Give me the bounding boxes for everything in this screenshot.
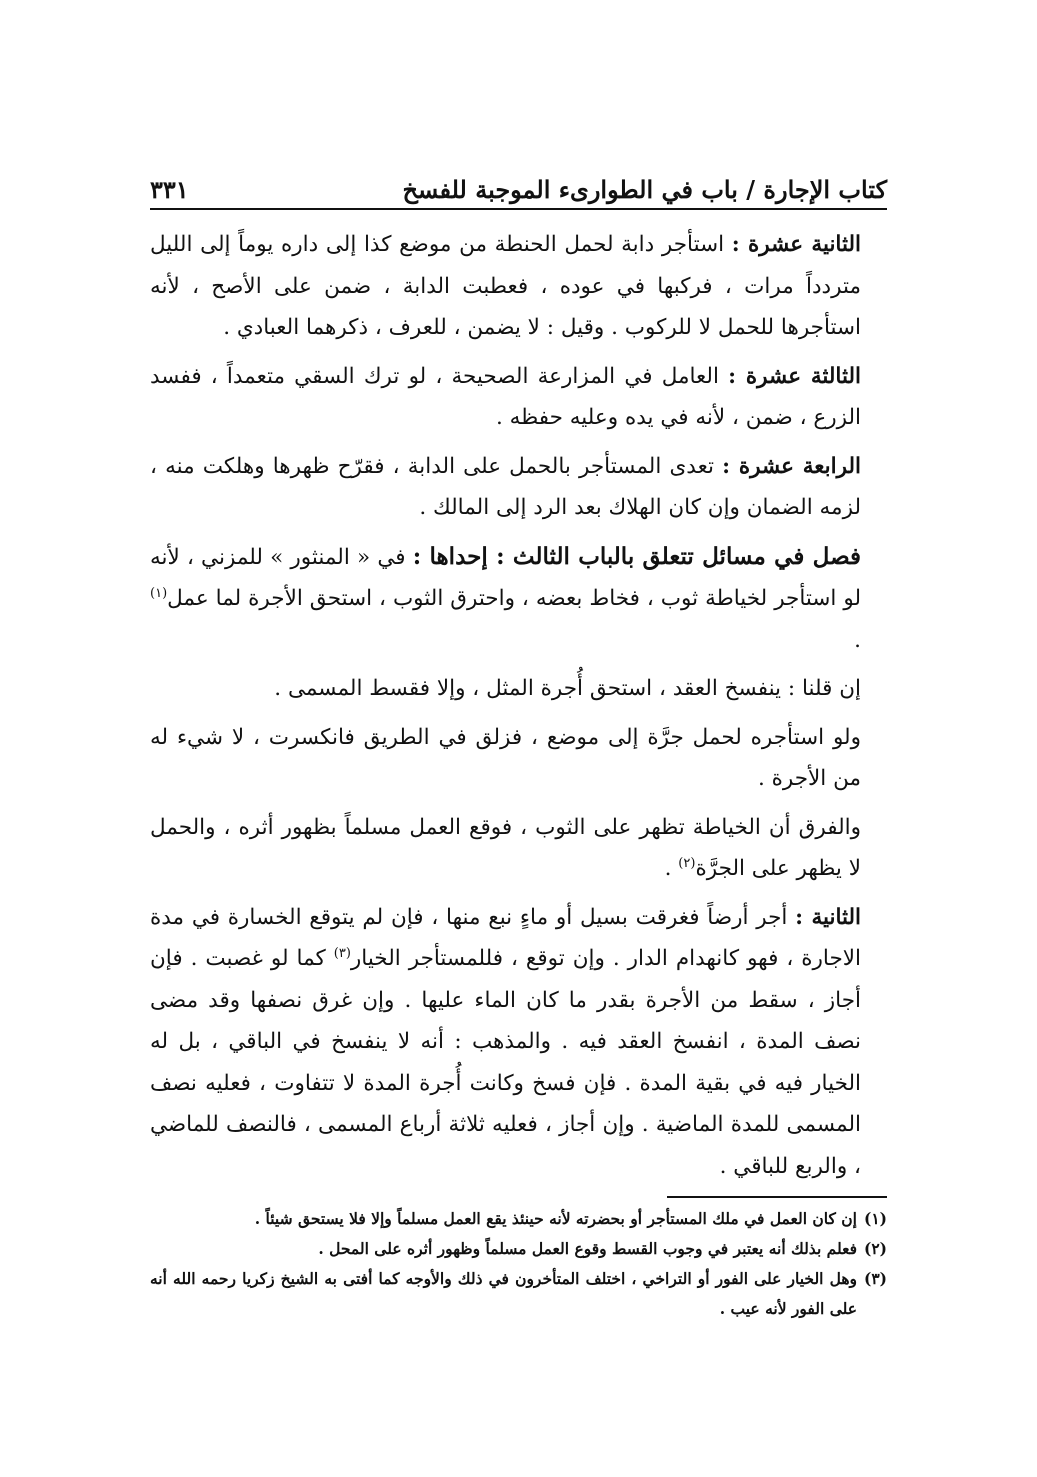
footnote-item (150, 1234, 887, 1264)
paragraph-if-we-say: إن قلنا : ينفسخ العقد ، استحق أُجرة المثل ، وإلا فقسط المسمى . (274, 676, 861, 701)
paragraph-text: العامل في المزارعة الصحيحة ، لو ترك السقي متعمداً ، ففسد الزرع ، ضمن ، لأنه في يده وعليه حفظه . (150, 363, 861, 430)
footnote-divider (667, 1196, 887, 1198)
main-text (150, 224, 887, 1194)
paragraph-text-end: . (664, 856, 679, 881)
paragraph-lead: الثالثة عشرة : (728, 363, 861, 389)
page-number: ٣٣١ (150, 175, 189, 204)
paragraph-text: تعدى المستأجر بالحمل على الدابة ، فقرّح ظهرها وهلكت منه ، لزمه الضمان وإن كان الهلاك بعد الرد إلى المالك . (150, 453, 861, 520)
paragraph-fourteenth (150, 446, 887, 529)
footnote-text: فعلم بذلك أنه يعتبر في وجوب القسط وقوع العمل مسلماً وظهور أثره على المحل . (318, 1239, 857, 1258)
footnote-ref-3[interactable]: (٣) (333, 945, 351, 961)
footnote-ref-2[interactable]: (٢) (678, 855, 696, 871)
footnote-number: (٢) (863, 1239, 887, 1258)
paragraph-jar: ولو استأجره لحمل جرَّة إلى موضع ، فزلق في الطريق فانكسرت ، لا شيء له من الأجرة . (150, 724, 861, 791)
paragraph-second (150, 897, 887, 1188)
footnotes (150, 1204, 887, 1324)
footnote-text: إن كان العمل في ملك المستأجر أو بحضرته لأنه حينئذ يقع العمل مسلماً وإلا فلا يستحق شيئاً . (254, 1209, 857, 1228)
footnote-number: (١) (863, 1209, 887, 1228)
paragraph-text-continued: كما لو غصبت . فإن أجاز ، سقط من الأجرة بقدر ما كان الماء عليها . وإن غرق نصفها وقد مضى نصف المدة ، انفسخ العقد فيه . والمذهب : أنه لا ينفسخ في الباقي ، بل له الخيار فيه في بقية المدة . فإن فسخ وكانت أُجرة المدة لا تتفاوت ، فعليه نصف المسمى للمدة الماضية . وإن أجاز ، فعليه ثلاثة أرباع المسمى ، فالنصف للماضي ، والربع للباقي . (150, 946, 861, 1179)
section-heading: فصل في مسائل تتعلق بالباب الثالث : إحداها : (412, 542, 862, 570)
section-paragraph (150, 536, 887, 662)
footnote-ref-1[interactable]: (١) (150, 585, 168, 601)
footnote-text: وهل الخيار على الفور أو التراخي ، اختلف المتأخرون في ذلك والأوجه كما أفتى به الشيخ زكريا رحمه الله أنه على الفور لأنه عيب . (150, 1269, 857, 1318)
paragraph-twelfth (150, 224, 887, 349)
section-text: في « المنثور » للمزني ، لأنه لو استأجر لخياطة ثوب ، فخاط بعضه ، واحترق الثوب ، استحق الأجرة لما عمل (150, 544, 861, 611)
paragraph-lead: الثانية عشرة : (731, 232, 861, 257)
running-header (150, 160, 887, 210)
footnote-item (150, 1264, 887, 1324)
paragraph-lead: الثانية : (795, 904, 862, 930)
footnote-number: (٣) (863, 1269, 887, 1288)
paragraph-lead: الرابعة عشرة : (722, 453, 861, 479)
paragraph-difference (150, 807, 887, 890)
section-text-end: . (854, 627, 861, 653)
footnote-item (150, 1204, 887, 1234)
paragraph-text: أجر أرضاً فغرقت بسيل أو ماءٍ نبع منها ، فإن لم يتوقع الخسارة في مدة الاجارة ، فهو كانهدام الدار . وإن توقع ، فللمستأجر الخيار (150, 904, 861, 971)
header-title: كتاب الإجارة / باب في الطوارىء الموجبة للفسخ (402, 175, 887, 204)
paragraph-text: استأجر دابة لحمل الحنطة من موضع كذا إلى داره يوماً إلى الليل متردداً مرات ، فركبها في عوده ، فعطبت الدابة ، ضمن على الأصح ، لأنه استأجرها للحمل لا للركوب . وقيل : لا يضمن ، للعرف ، ذكرهما العبادي . (150, 232, 861, 340)
paragraph-text: والفرق أن الخياطة تظهر على الثوب ، فوقع العمل مسلماً بظهور أثره ، والحمل لا يظهر على الجرَّة (150, 814, 861, 881)
paragraph-thirteenth (150, 356, 887, 439)
